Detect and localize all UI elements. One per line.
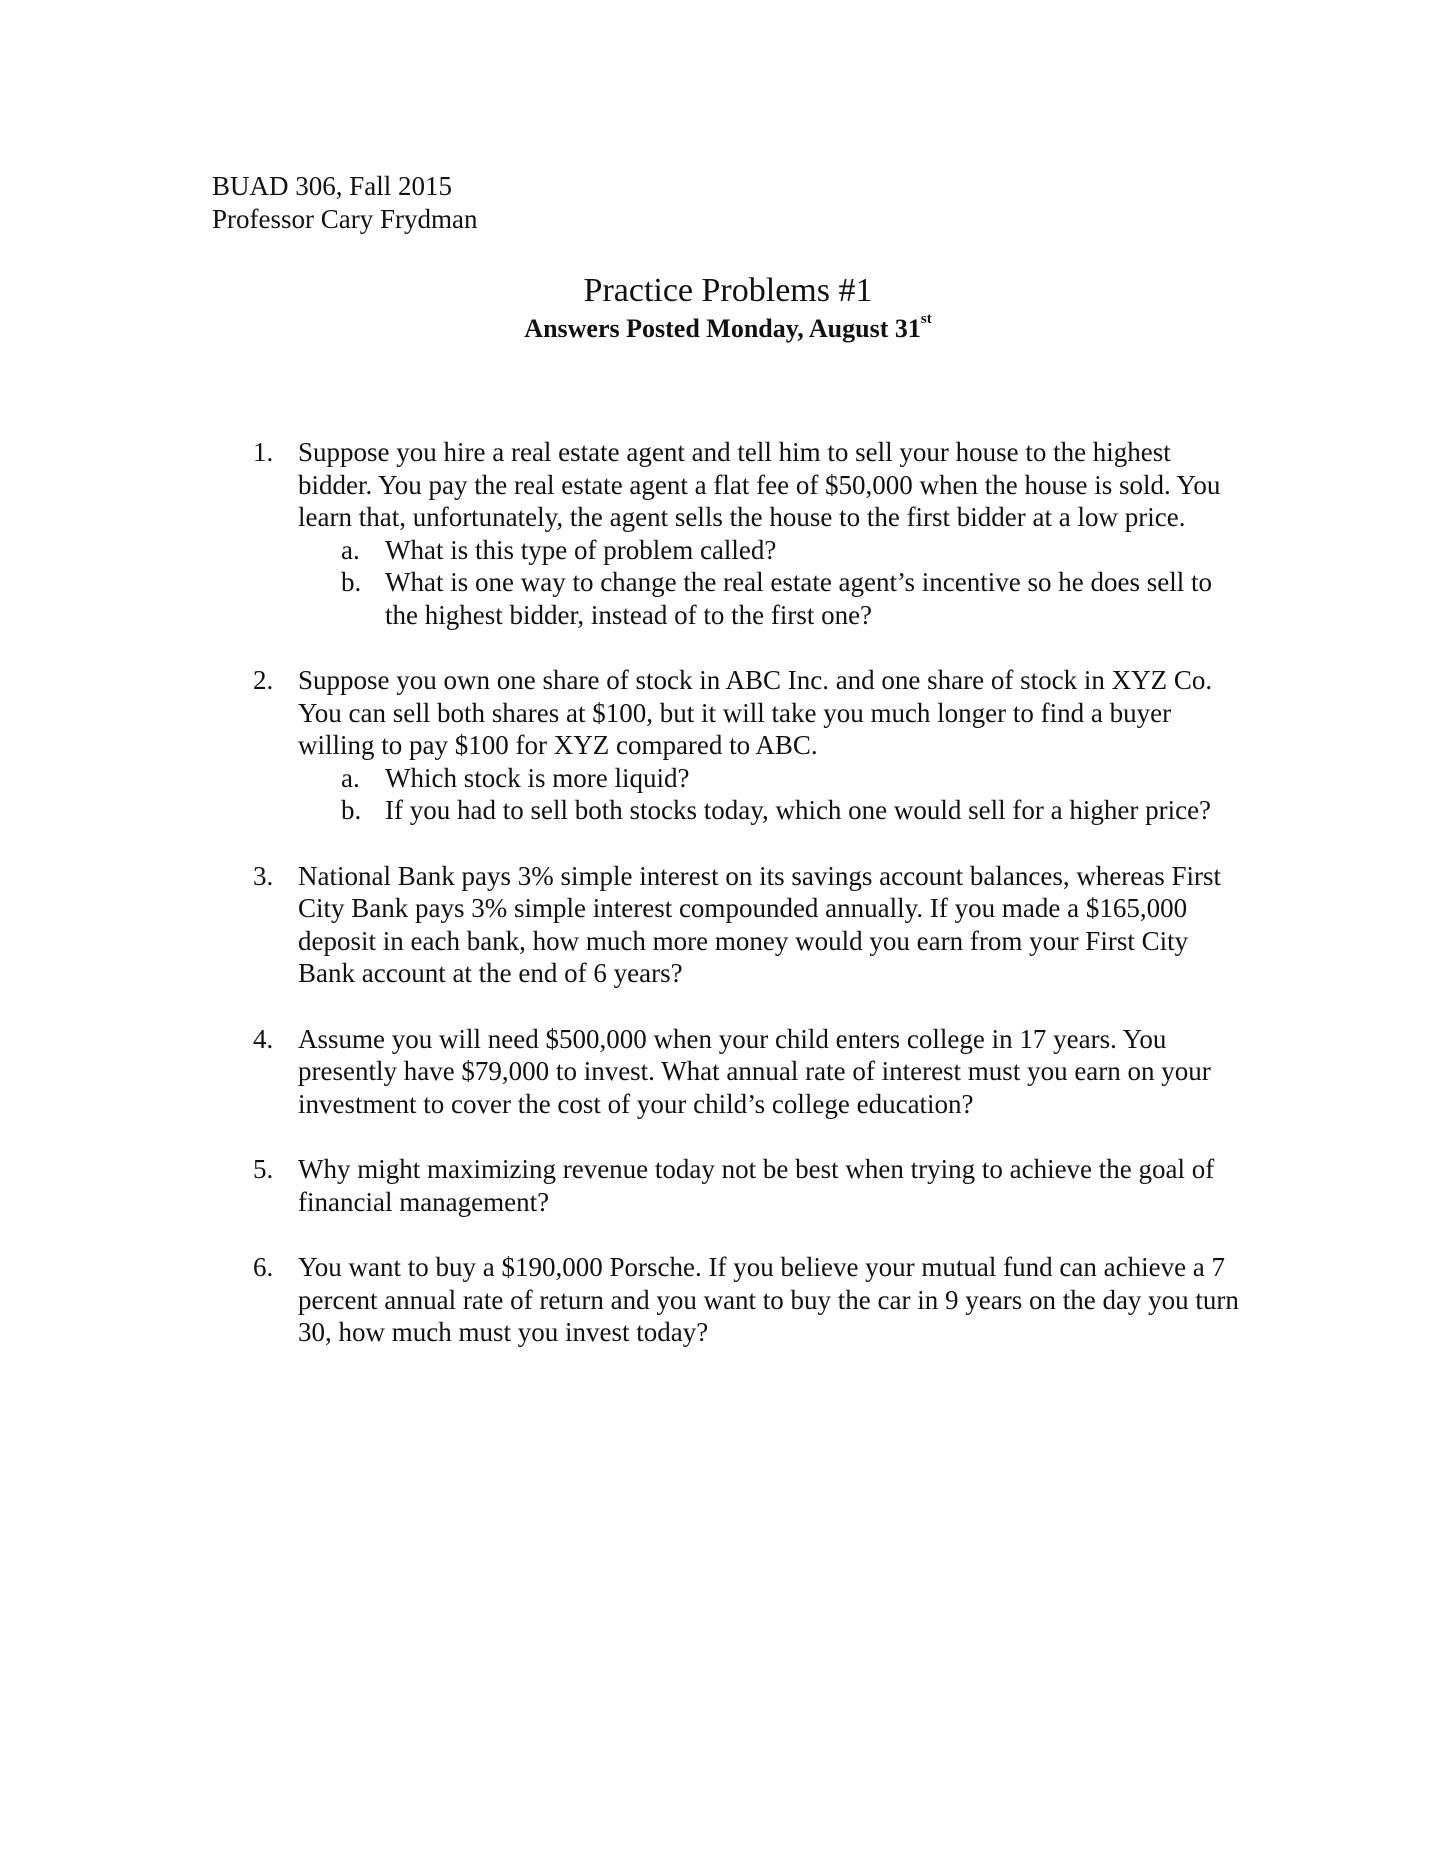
problem-text: Why might maximizing revenue today not be best when trying to achieve the goal of financial management? [298,1154,1215,1217]
problem-list [253,436,1243,1382]
problem-number: 5. [253,1154,274,1184]
professor-line: Professor Cary Frydman [212,204,478,234]
subpart-list [298,762,1243,827]
subtitle-text: Answers Posted Monday, August 31 [524,314,921,343]
problem-text: Assume you will need $500,000 when your child enters college in 17 years. You presently have $79,000 to invest. What annual rate of interest must you earn on your investment to cover the cost of your child’s college education? [298,1023,1211,1119]
subpart-text: What is this type of problem called? [385,534,777,565]
problem-number: 1. [253,437,274,467]
subpart-item [298,534,1243,567]
problem-item [253,1153,1243,1218]
subpart-letter: a. [341,534,360,565]
subpart-list [298,534,1243,632]
subpart-item [298,794,1243,827]
subpart-item [298,566,1243,631]
problem-text: Suppose you own one share of stock in ABC Inc. and one share of stock in XYZ Co. You can sell both shares at $100, but it will take you much longer to find a buyer willing to pay $100 for XYZ compared to ABC. [298,665,1213,760]
problem-number: 3. [253,860,274,891]
problem-number: 4. [253,1023,274,1054]
problem-item [253,1023,1243,1121]
title-block [0,270,1456,346]
course-line: BUAD 306, Fall 2015 [212,171,453,201]
problem-number: 6. [253,1252,274,1282]
problem-number: 2. [253,665,274,695]
page-subtitle [0,312,1456,346]
problem-item [253,1251,1243,1349]
subpart-letter: b. [341,795,362,825]
subpart-letter: a. [341,762,360,793]
subpart-text: If you had to sell both stocks today, which one would sell for a higher price? [385,795,1212,825]
subpart-letter: b. [341,567,362,597]
subpart-item [298,762,1243,795]
subtitle-superscript: st [920,311,932,328]
subpart-text: What is one way to change the real estate agent’s incentive so he does sell to the highest bidder, instead of to the first one? [385,567,1212,630]
page-title: Practice Problems #1 [583,272,873,309]
problem-text: You want to buy a $190,000 Porsche. If you believe your mutual fund can achieve a 7 percent annual rate of return and you want to buy the car in 9 years on the day you turn 30, how much must you invest today? [298,1252,1239,1347]
course-header [212,170,477,236]
problem-text: National Bank pays 3% simple interest on its savings account balances, whereas First City Bank pays 3% simple interest compounded annually. If you made a $165,000 deposit in each bank, how much more money would you earn from your First City Bank account at the end of 6 years? [298,860,1222,988]
problem-item [253,860,1243,990]
problem-text: Suppose you hire a real estate agent and tell him to sell your house to the highest bidder. You pay the real estate agent a flat fee of $50,000 when the house is sold. You learn that, unfortunately, the agent sells the house to the first bidder at a low price. [298,437,1221,532]
problem-item [253,664,1243,827]
problem-item [253,436,1243,631]
subpart-text: Which stock is more liquid? [385,762,690,793]
